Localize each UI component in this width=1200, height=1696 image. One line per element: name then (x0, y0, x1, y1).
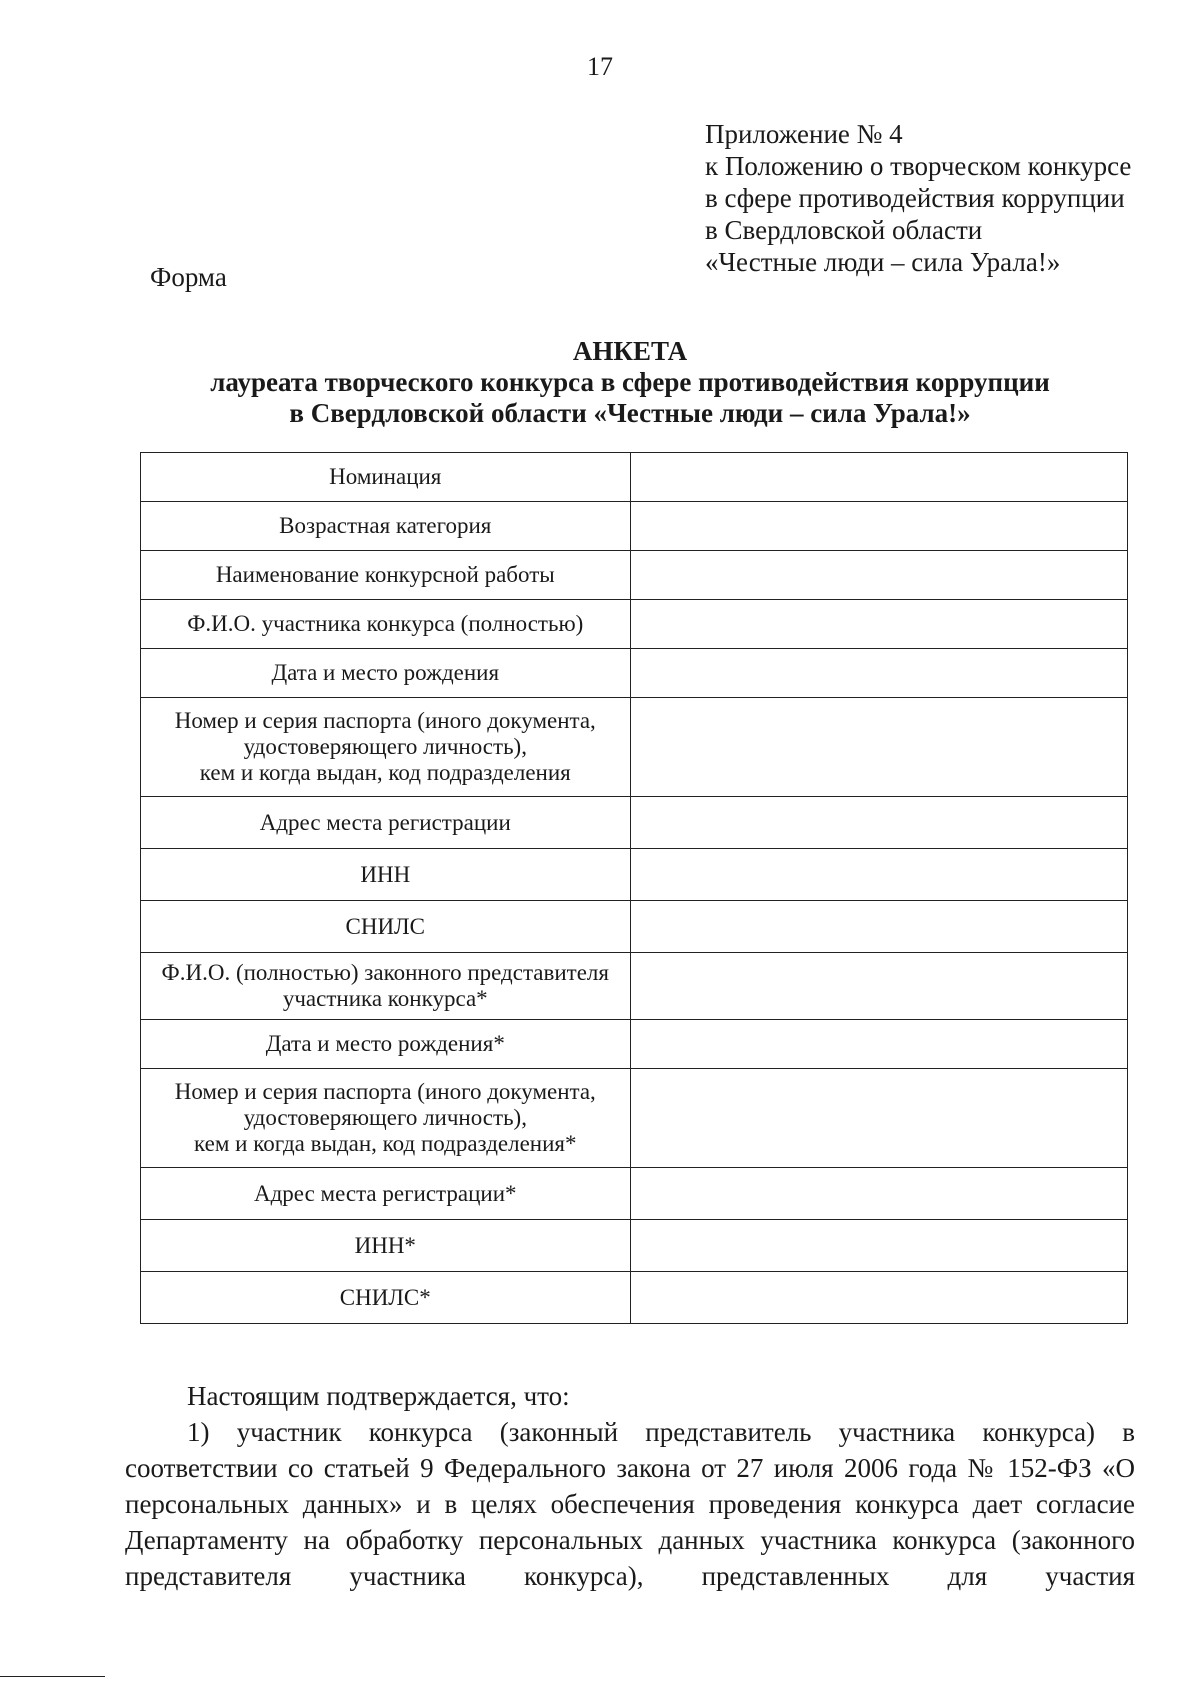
appendix-line: Приложение № 4 (705, 119, 903, 149)
appendix-line: к Положению о творческом конкурсе (705, 151, 1132, 181)
field-value-cell[interactable] (630, 849, 1127, 901)
field-label: Ф.И.О. участника конкурса (полностью) (141, 600, 631, 649)
table-row (141, 502, 1128, 551)
field-value-cell[interactable] (630, 901, 1127, 953)
field-label: Дата и место рождения (141, 649, 631, 698)
field-label-line: удостоверяющего личность), (243, 734, 527, 759)
table-row (141, 849, 1128, 901)
table-row (141, 1020, 1128, 1069)
field-value-cell[interactable] (630, 502, 1127, 551)
footnote-separator (0, 1676, 105, 1677)
field-label-line: кем и когда выдан, код подразделения* (194, 1131, 577, 1156)
table-row (141, 797, 1128, 849)
title-main: АНКЕТА (572, 336, 688, 366)
table-row (141, 1069, 1128, 1168)
appendix-line: «Честные люди – сила Урала!» (705, 247, 1061, 277)
table-row (141, 1168, 1128, 1220)
table-row (141, 698, 1128, 797)
table-row (141, 1272, 1128, 1324)
field-label-line: Номер и серия паспорта (иного документа, (174, 708, 596, 733)
field-label-line: Номер и серия паспорта (иного документа, (174, 1079, 596, 1104)
field-label: Адрес места регистрации (141, 797, 631, 849)
field-label: Номинация (141, 453, 631, 502)
field-label-line: кем и когда выдан, код подразделения (199, 760, 571, 785)
field-label: ИНН* (141, 1220, 631, 1272)
appendix-reference (705, 118, 1131, 278)
table-row (141, 649, 1128, 698)
form-label: Форма (150, 262, 227, 292)
field-value-cell[interactable] (630, 797, 1127, 849)
consent-paragraph: 1) участник конкурса (законный представитель участника конкурса) в соответствии со статьей 9 Федерального закона от 27 июля 2006 года № 152-ФЗ «О персональных данных» и в целях обеспечения проведения конкурса дает согласие Департаменту на обработку персональных данных участника конкурса (законного представителя участника конкурса), представленных для участия (125, 1417, 1135, 1591)
consent-text (125, 1378, 1135, 1594)
field-label (141, 1069, 631, 1168)
appendix-line: в Свердловской области (705, 215, 983, 245)
table-row (141, 453, 1128, 502)
field-label: СНИЛС* (141, 1272, 631, 1324)
table-row (141, 600, 1128, 649)
title-subline: лауреата творческого конкурса в сфере противодействия коррупции (210, 367, 1050, 397)
field-value-cell[interactable] (630, 551, 1127, 600)
field-label: Возрастная категория (141, 502, 631, 551)
table-row (141, 953, 1128, 1020)
table-row (141, 551, 1128, 600)
field-label-line: удостоверяющего личность), (243, 1105, 527, 1130)
consent-intro: Настоящим подтверждается, что: (187, 1381, 570, 1411)
field-label-line: Ф.И.О. (полностью) законного представителя (161, 960, 609, 985)
field-label: ИНН (141, 849, 631, 901)
field-value-cell[interactable] (630, 453, 1127, 502)
field-label: СНИЛС (141, 901, 631, 953)
field-value-cell[interactable] (630, 1069, 1127, 1168)
field-value-cell[interactable] (630, 600, 1127, 649)
table-row (141, 1220, 1128, 1272)
questionnaire-table (140, 452, 1128, 1324)
field-value-cell[interactable] (630, 649, 1127, 698)
table-row (141, 901, 1128, 953)
appendix-line: в сфере противодействия коррупции (705, 183, 1125, 213)
document-title (130, 336, 1130, 429)
field-value-cell[interactable] (630, 698, 1127, 797)
field-label: Дата и место рождения* (141, 1020, 631, 1069)
page-number: 17 (587, 52, 613, 81)
field-label-line: участника конкурса* (282, 986, 488, 1011)
field-value-cell[interactable] (630, 1220, 1127, 1272)
field-value-cell[interactable] (630, 953, 1127, 1020)
field-value-cell[interactable] (630, 1272, 1127, 1324)
field-label: Адрес места регистрации* (141, 1168, 631, 1220)
field-value-cell[interactable] (630, 1168, 1127, 1220)
title-subline: в Свердловской области «Честные люди – сила Урала!» (289, 398, 971, 428)
field-label (141, 698, 631, 797)
field-label (141, 953, 631, 1020)
field-label: Наименование конкурсной работы (141, 551, 631, 600)
field-value-cell[interactable] (630, 1020, 1127, 1069)
